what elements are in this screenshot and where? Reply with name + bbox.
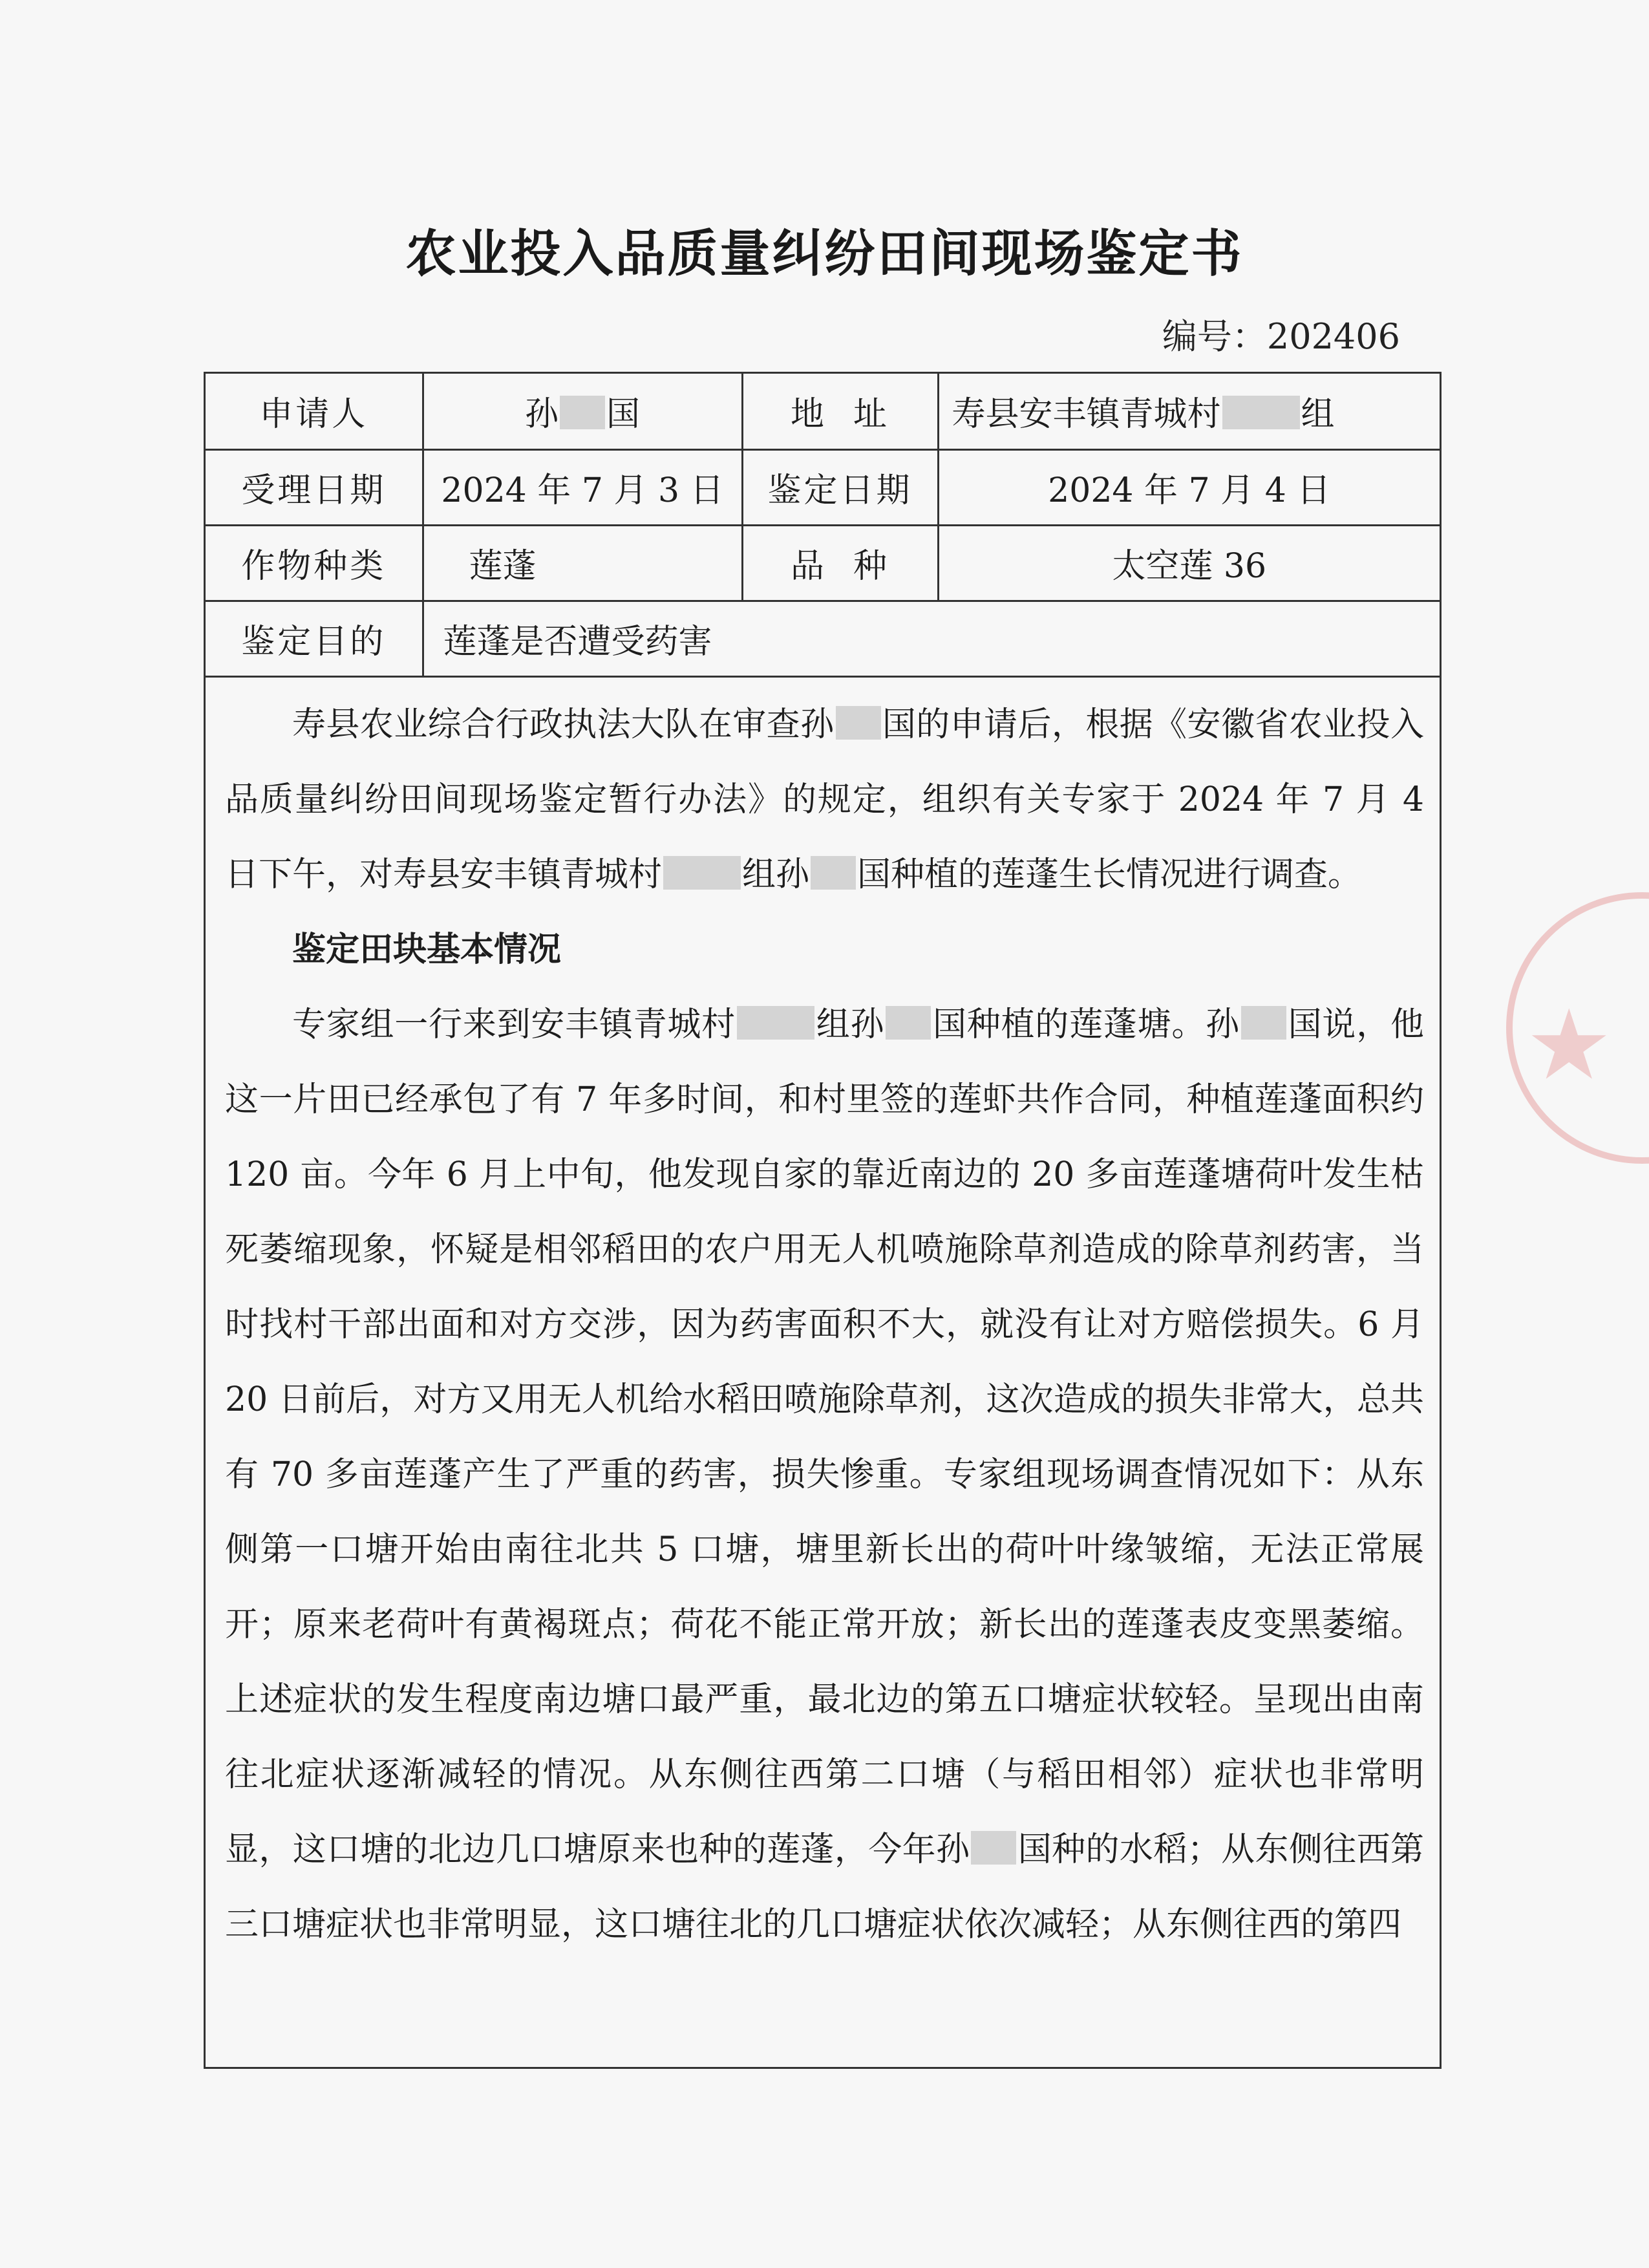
appraisal-date-value: 2024 年 7 月 4 日: [938, 449, 1440, 525]
redaction-block: [1241, 1006, 1286, 1040]
crop-value: 莲蓬: [423, 525, 742, 601]
document-title: 农业投入品质量纠纷田间现场鉴定书: [405, 225, 1244, 283]
table-row: [206, 449, 1440, 525]
info-table: [206, 374, 1440, 678]
redaction-block: [886, 1006, 931, 1040]
purpose-value: 莲蓬是否遭受药害: [423, 601, 1440, 676]
document-number: 编号：202406: [1162, 316, 1400, 357]
redaction-block: [560, 396, 605, 429]
crop-label: 作物种类: [206, 525, 423, 601]
section-heading: 鉴定田块基本情况: [292, 930, 562, 969]
table-row: [206, 601, 1440, 676]
findings-paragraph: 专家组一行来到安丰镇青城村 组孙 国种植的莲蓬塘。孙 国说，他这一片田已经承包了有 7 年多时间，和村里签的莲虾共作合同，种植莲蓬面积约 120 亩。今年 6 月上中旬，他发现自家的靠近南边的 20 多亩莲蓬塘荷叶发生枯死萎缩现象，怀疑是相邻稻田的农户用无人机喷施除草剂造成的除草剂药害，当时找村干部出面和对方交涉，因为药害面积不大，就没有让对方赔偿损失。6 月 20 日前后，对方又用无人机给水稻田喷施除草剂，这次造成的损失非常大，总共有 70 多亩莲蓬产生了严重的药害，损失惨重。专家组现场调查情况如下：从东侧第一口塘开始由南往北共 5 口塘，塘里新长出的荷叶叶缘皱缩，无法正常展开；原来老荷叶有黄褐斑点；荷花不能正常开放；新长出的莲蓬表皮变黑萎缩。上述症状的发生程度南边塘口最严重，最北边的第五口塘症状较轻。呈现出由南往北症状逐渐减轻的情况。从东侧往西第二口塘（与稻田相邻）症状也非常明显，这口塘的北边几口塘原来也种的莲蓬，今年孙 国种的水稻；从东侧往西第三口塘症状也非常明显，这口塘往北的几口塘症状依次减轻；从东侧往西的第四: [225, 1005, 1424, 1944]
redaction-block: [811, 856, 856, 890]
table-row: [206, 374, 1440, 449]
redaction-block: [1222, 396, 1300, 429]
appraisal-body: [225, 687, 1424, 1962]
purpose-label: 鉴定目的: [206, 601, 423, 676]
accept-date-value: 2024 年 7 月 3 日: [423, 449, 742, 525]
variety-label: 品 种: [742, 525, 938, 601]
table-row: [206, 525, 1440, 601]
accept-date-label: 受理日期: [206, 449, 423, 525]
redaction-block: [737, 1006, 814, 1040]
applicant-value: 孙 国: [423, 374, 742, 449]
applicant-label: 申请人: [206, 374, 423, 449]
variety-value: 太空莲 36: [938, 525, 1440, 601]
redaction-block: [836, 706, 881, 740]
appraisal-date-label: 鉴定日期: [742, 449, 938, 525]
redaction-block: [663, 856, 741, 890]
intro-paragraph: 寿县农业综合行政执法大队在审查孙 国的申请后，根据《安徽省农业投入品质量纠纷田间现场鉴定暂行办法》的规定，组织有关专家于 2024 年 7 月 4 日下午，对寿县安丰镇青城村 组孙 国种植的莲蓬生长情况进行调查。: [225, 705, 1424, 894]
appraisal-form: [204, 372, 1442, 2069]
redaction-block: [971, 1831, 1016, 1865]
seal-star-icon: ★: [1526, 989, 1613, 1102]
address-label: 地 址: [742, 374, 938, 449]
address-value: 寿县安丰镇青城村 组: [938, 374, 1440, 449]
